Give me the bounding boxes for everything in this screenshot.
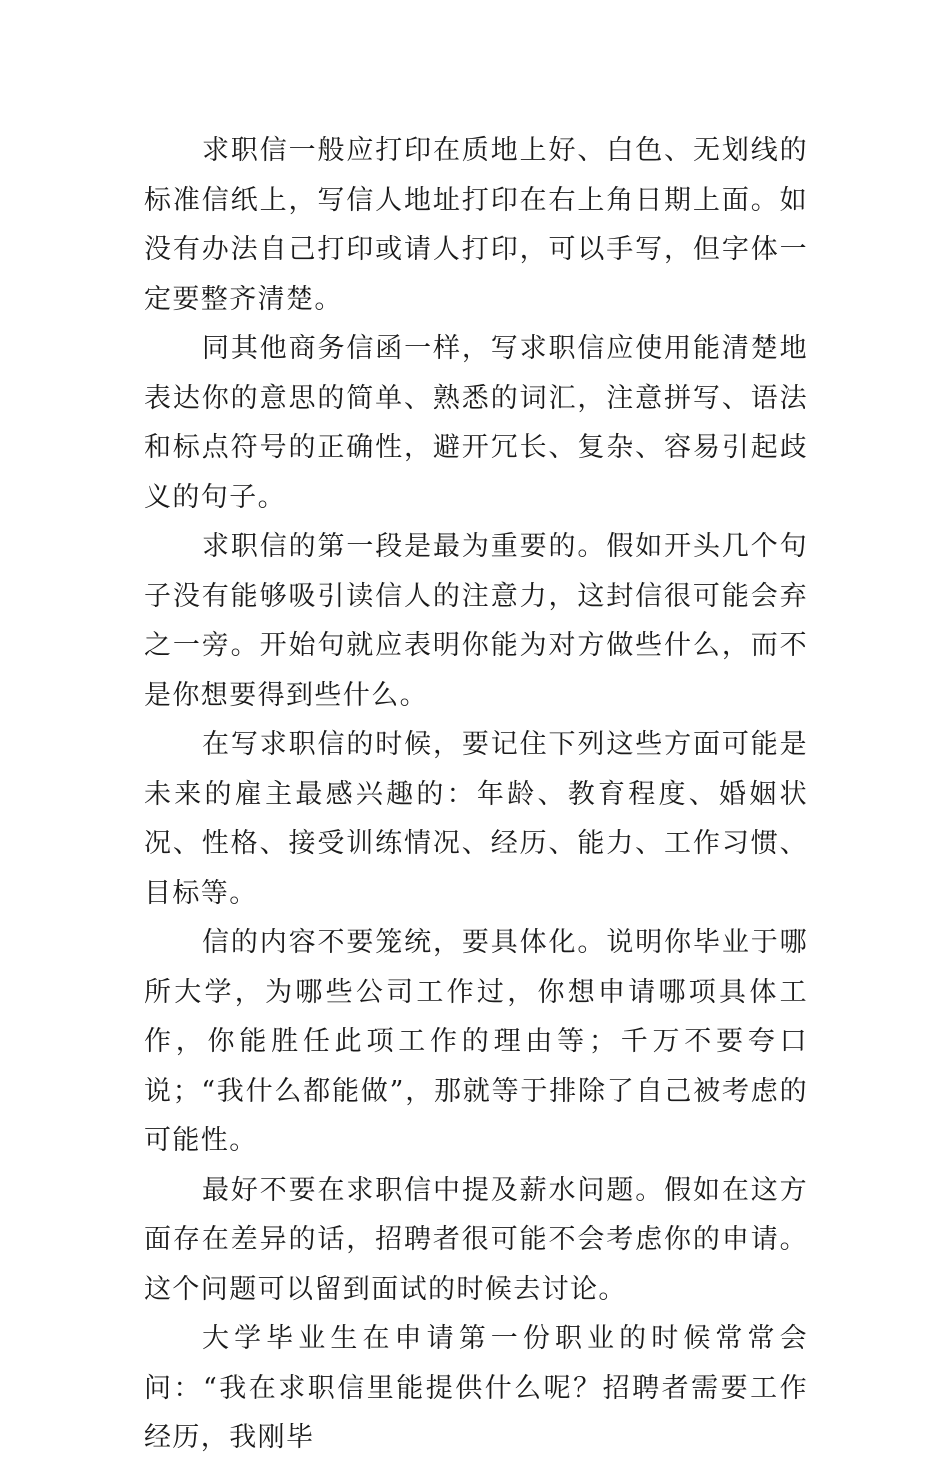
paragraph-5: 信的内容不要笼统，要具体化。说明你毕业于哪所大学，为哪些公司工作过，你想申请哪项具体工作，你能胜任此项工作的理由等；千万不要夸口说；“我什么都能做”，那就等于排除了自己被考虑的可能性。 — [144, 927, 808, 1156]
paragraph-3: 求职信的第一段是最为重要的。假如开头几个句子没有能够吸引读信人的注意力，这封信很可能会弃之一旁。开始句就应表明你能为对方做些什么，而不是你想要得到些什么。 — [144, 531, 808, 711]
paragraph-7: 大学毕业生在申请第一份职业的时候常常会问：“我在求职信里能提供什么呢？招聘者需要工作经历，我刚毕 — [144, 1323, 808, 1453]
document-body — [144, 126, 808, 1463]
paragraph-4: 在写求职信的时候，要记住下列这些方面可能是未来的雇主最感兴趣的：年龄、教育程度、婚姻状况、性格、接受训练情况、经历、能力、工作习惯、目标等。 — [144, 729, 808, 909]
paragraph-2: 同其他商务信函一样，写求职信应使用能清楚地表达你的意思的简单、熟悉的词汇，注意拼写、语法和标点符号的正确性，避开冗长、复杂、容易引起歧义的句子。 — [144, 333, 808, 513]
paragraph-1: 求职信一般应打印在质地上好、白色、无划线的标准信纸上，写信人地址打印在右上角日期上面。如没有办法自己打印或请人打印，可以手写，但字体一定要整齐清楚。 — [144, 135, 808, 315]
paragraph-6: 最好不要在求职信中提及薪水问题。假如在这方面存在差异的话，招聘者很可能不会考虑你的申请。这个问题可以留到面试的时候去讨论。 — [144, 1174, 808, 1305]
